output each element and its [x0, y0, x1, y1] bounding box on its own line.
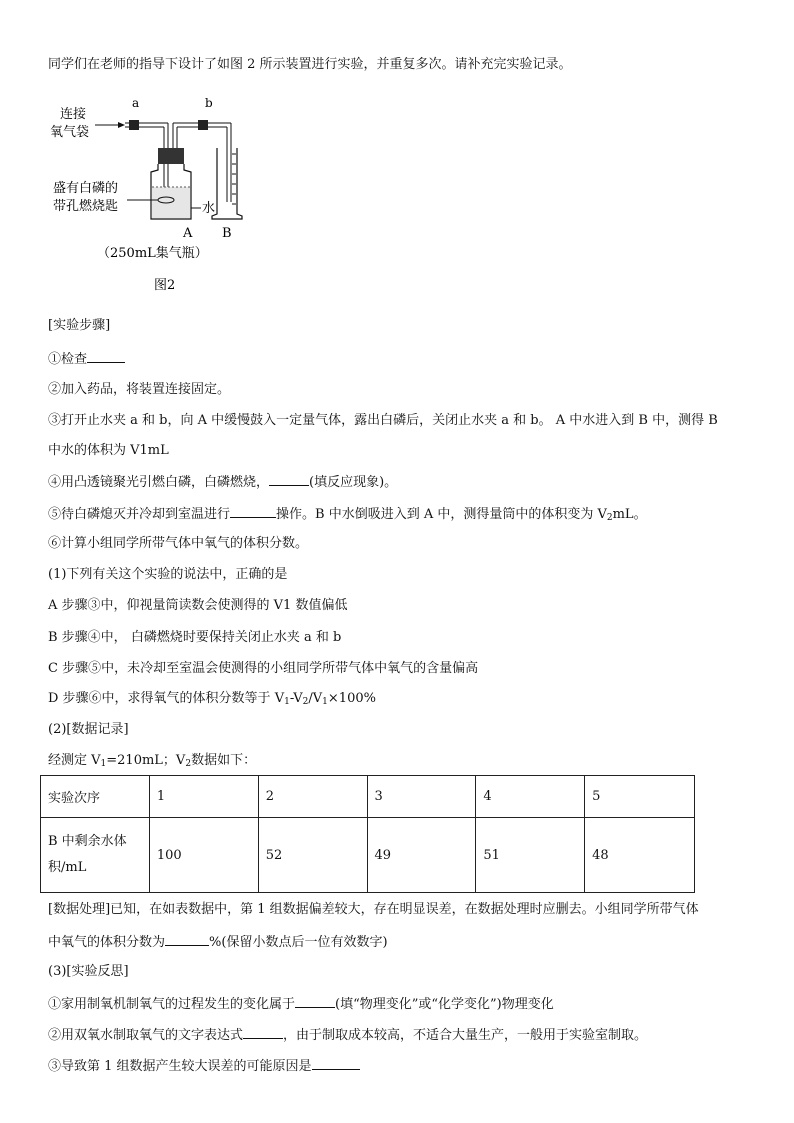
header-cell: 4 [476, 776, 585, 818]
intro-text: 同学们在老师的指导下设计了如图 2 所示装置进行实验，并重复多次。请补充完实验记录。 [48, 57, 572, 72]
step-5-unit: mL。 [612, 507, 647, 522]
measured-text: 经测定 V [48, 753, 101, 768]
option-d[interactable] [48, 691, 376, 707]
step-5 [48, 505, 647, 523]
header-cell: 3 [367, 776, 476, 818]
clamp-a-label: a [132, 96, 140, 110]
value-cell: 51 [476, 818, 585, 893]
option-d-text: D 步骤⑥中，求得氧气的体积分数等于 V [48, 691, 285, 706]
answer-blank-1[interactable] [87, 350, 125, 363]
question-2: (2)[数据记录] [48, 722, 129, 737]
header-cell: 实验次序 [41, 776, 150, 818]
reflection-3 [48, 1057, 360, 1075]
data-processing-line-2 [48, 933, 388, 951]
subscript: 2 [302, 697, 309, 707]
header-cell: 1 [149, 776, 258, 818]
reflection-2 [48, 1026, 647, 1044]
option-b[interactable]: B 步骤④中， 白磷燃烧时要保持关闭止水夹 a 和 b [48, 630, 342, 645]
subscript: 1 [100, 759, 107, 769]
reflection-1-note: (填“物理变化”或“化学变化”)物理变化 [335, 997, 554, 1012]
spoon-label-2: 带孔燃烧匙 [53, 199, 119, 214]
rubber-stopper [158, 148, 184, 164]
subscript: 1 [284, 697, 290, 707]
row-label-line-1: B 中剩余水体 [48, 834, 127, 849]
water-label: 水 [202, 201, 216, 216]
question-3: (3)[实验反思] [48, 964, 129, 979]
clamp-b-label: b [205, 96, 213, 110]
step-1 [48, 350, 125, 368]
option-c[interactable]: C 步骤⑤中，未冷却至室温会使测得的小组同学所带气体中氧气的含量偏高 [48, 661, 479, 676]
inlet-arrowhead [118, 122, 125, 128]
label-b-cylinder: B [222, 226, 232, 241]
answer-blank-3[interactable] [230, 505, 276, 518]
processing-text: 中氧气的体积分数为 [48, 935, 166, 950]
step-3-line-2: 中水的体积为 V1mL [48, 443, 169, 458]
option-d-slash: /V [308, 691, 323, 706]
steps-title: [实验步骤] [48, 318, 111, 333]
option-d-end: ×100% [327, 691, 376, 706]
clamp-a [129, 120, 139, 130]
subscript: 2 [606, 513, 613, 523]
spoon-label-1: 盛有白磷的 [53, 181, 119, 196]
reflection-1-text: ①家用制氧机制氧气的过程发生的变化属于 [48, 997, 296, 1012]
clamp-b [198, 120, 208, 130]
step-5-text: ⑤待白磷熄灭并冷却到室温进行 [48, 507, 231, 522]
option-a[interactable]: A 步骤③中，仰视量筒读数会使测得的 V1 数值偏低 [48, 598, 348, 613]
header-cell: 5 [585, 776, 695, 818]
answer-blank-2[interactable] [269, 473, 309, 486]
answer-blank-5[interactable] [295, 995, 335, 1008]
value-cell: 49 [367, 818, 476, 893]
reflection-2-text: ②用双氧水制取氧气的文字表达式 [48, 1028, 244, 1043]
label-a-bottle: A [183, 226, 193, 241]
reflection-3-text: ③导致第 1 组数据产生较大误差的可能原因是 [48, 1059, 312, 1074]
option-d-minus: -V [289, 691, 303, 706]
value-cell: 52 [258, 818, 367, 893]
step-1-text: ①检查 [48, 352, 88, 367]
answer-blank-6[interactable] [243, 1026, 283, 1039]
apparatus-figure [45, 92, 275, 302]
value-cell: 48 [585, 818, 695, 893]
row-label-line-2: 积/mL [48, 860, 87, 875]
row-label-cell [41, 818, 150, 893]
step-2: ②加入药品，将装置连接固定。 [48, 382, 231, 397]
answer-blank-4[interactable] [165, 933, 209, 946]
table-header-row [41, 776, 695, 818]
step-3-line-1: ③打开止水夹 a 和 b，向 A 中缓慢鼓入一定量气体，露出白磷后，关闭止水夹 a 和 b。 A 中水进入到 B 中，测得 B [48, 413, 718, 428]
step-4-note: (填反应现象)。 [309, 475, 398, 490]
connect-label-1: 连接 [60, 107, 87, 122]
reflection-2-note: ，由于制取成本较高，不适合大量生产，一般用于实验室制取。 [283, 1028, 648, 1043]
processing-note: %(保留小数点后一位有效数字) [209, 935, 388, 950]
connect-label-2: 氧气袋 [50, 125, 90, 140]
reflection-1 [48, 995, 554, 1013]
measured-values [48, 753, 256, 769]
table-row [41, 818, 695, 893]
step-6: ⑥计算小组同学所带气体中氧气的体积分数。 [48, 536, 309, 551]
subscript: 2 [185, 759, 192, 769]
bottle-caption: （250mL集气瓶） [97, 246, 208, 261]
value-cell: 100 [149, 818, 258, 893]
step-4 [48, 473, 397, 491]
answer-blank-7[interactable] [312, 1057, 360, 1070]
header-cell: 2 [258, 776, 367, 818]
data-table [40, 775, 695, 893]
measured-text-3: 数据如下： [191, 753, 257, 768]
data-processing-line-1: [数据处理]已知，在如表数据中，第 1 组数据偏差较大，存在明显误差，在数据处理时应删去。小组同学所带气体 [48, 902, 699, 917]
question-1: (1)下列有关这个实验的说法中，正确的是 [48, 567, 288, 582]
subscript: 1 [322, 697, 328, 707]
step-4-text: ④用凸透镜聚光引燃白磷，白磷燃烧， [48, 475, 270, 490]
figure-caption: 图2 [154, 278, 176, 293]
measured-text-2: =210mL；V [106, 753, 186, 768]
step-5-text-2: 操作。B 中水倒吸进入到 A 中，测得量筒中的体积变为 V [276, 507, 607, 522]
